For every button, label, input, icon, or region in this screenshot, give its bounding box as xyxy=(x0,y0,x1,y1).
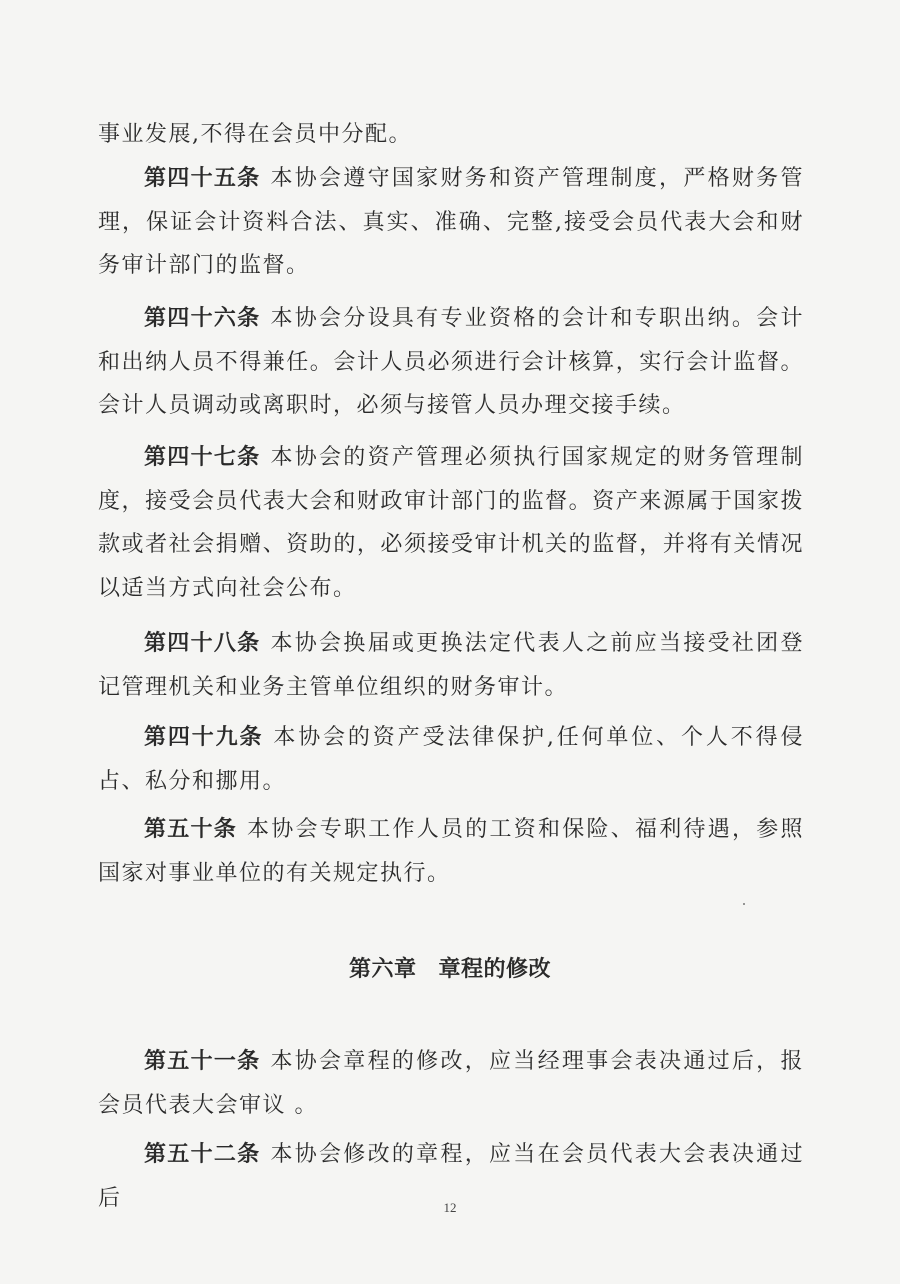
article-text: 本协会章程的修改，应当经理事会表决通过后，报会员代表大会审议 。 xyxy=(98,1049,804,1118)
article-51 xyxy=(98,1040,804,1127)
article-46 xyxy=(98,297,804,428)
chapter-title: 章程的修改 xyxy=(438,957,552,982)
paragraph-continuation xyxy=(98,113,804,157)
chapter-heading xyxy=(0,952,900,983)
article-text: 本协会分设具有专业资格的会计和专职出纳。会计和出纳人员不得兼任。会计人员必须进行会计核算，实行会计监督。会计人员调动或离职时，必须与接管人员办理交接手续。 xyxy=(98,306,804,418)
article-text: 本协会的资产管理必须执行国家规定的财务管理制度，接受会员代表大会和财政审计部门的监督。资产来源属于国家拨款或者社会捐赠、资助的，必须接受审计机关的监督，并将有关情况以适当方式向社会公布。 xyxy=(98,445,804,601)
article-47 xyxy=(98,436,804,610)
page-number: 12 xyxy=(443,1200,457,1215)
article-number: 第五十条 xyxy=(144,817,237,842)
article-text: 本协会修改的章程，应当在会员代表大会表决通过后 xyxy=(98,1142,804,1211)
paragraph-text: 事业发展,不得在会员中分配。 xyxy=(98,122,412,147)
article-number: 第四十九条 xyxy=(144,725,264,750)
chapter-number: 第六章 xyxy=(348,957,417,982)
article-text: 本协会专职工作人员的工资和保险、福利待遇，参照国家对事业单位的有关规定执行。 xyxy=(98,817,804,886)
article-text: 本协会换届或更换法定代表人之前应当接受社团登记管理机关和业务主管单位组织的财务审计。 xyxy=(98,631,804,700)
article-49 xyxy=(98,716,804,803)
article-number: 第四十五条 xyxy=(144,166,261,191)
article-text: 本协会遵守国家财务和资产管理制度，严格财务管理，保证会计资料合法、真实、准确、完整,接受会员代表大会和财务审计部门的监督。 xyxy=(98,166,804,278)
article-45 xyxy=(98,157,804,288)
article-48 xyxy=(98,622,804,709)
article-text: 本协会的资产受法律保护,任何单位、个人不得侵占、私分和挪用。 xyxy=(98,725,804,794)
article-number: 第五十一条 xyxy=(144,1049,261,1074)
article-number: 第四十六条 xyxy=(144,306,261,331)
article-number: 第四十七条 xyxy=(144,445,261,470)
scan-speck xyxy=(743,903,745,905)
article-number: 第四十八条 xyxy=(144,631,261,656)
article-50 xyxy=(98,808,804,895)
article-number: 第五十二条 xyxy=(144,1142,261,1167)
